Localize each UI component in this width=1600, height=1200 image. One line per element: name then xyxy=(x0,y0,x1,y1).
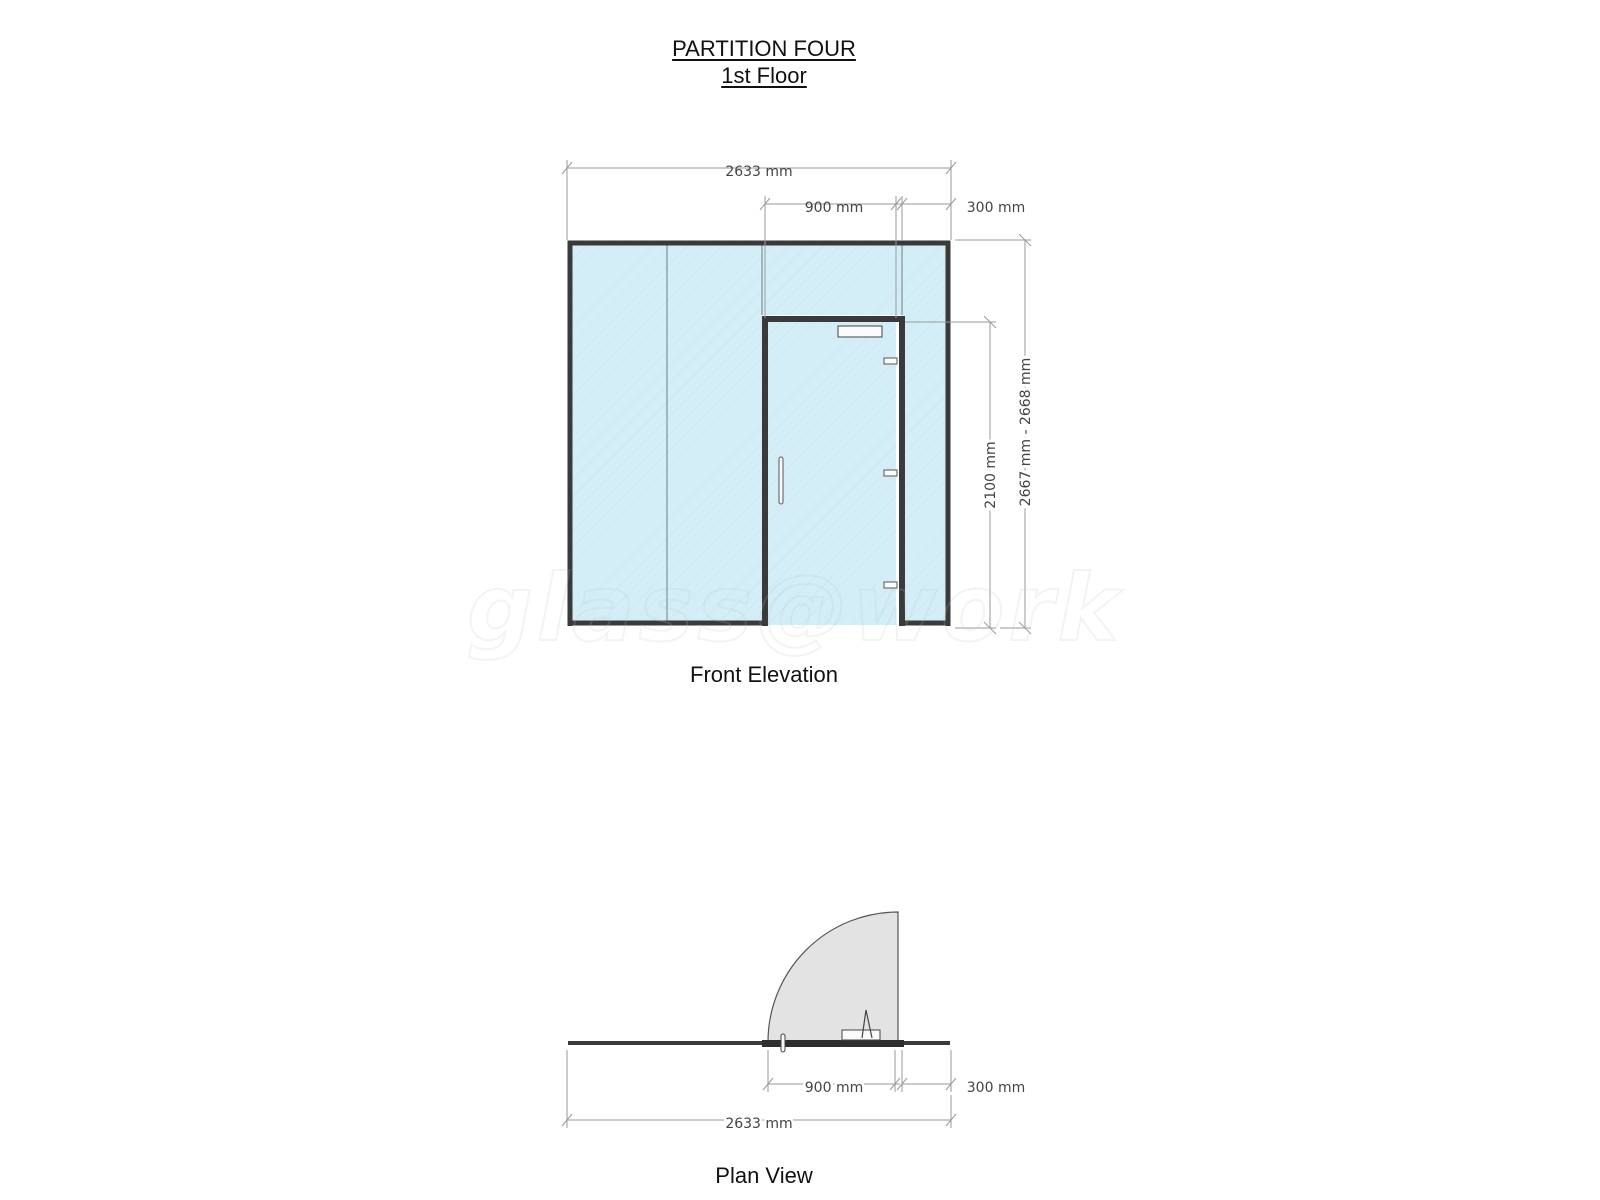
door-closer xyxy=(838,326,882,337)
plan-dimension-side-panel xyxy=(897,1050,956,1092)
glass-panel-transom xyxy=(762,243,902,315)
hinge xyxy=(884,358,897,364)
hinge xyxy=(884,470,897,476)
dim-label-door-height: 2100 mm xyxy=(983,441,999,509)
dimension-side-panel xyxy=(897,196,956,240)
watermark-text: glass@work xyxy=(467,555,1123,662)
dim-label-side-panel: 300 mm xyxy=(966,200,1026,216)
plan-view xyxy=(562,912,1025,1132)
dim-label-door-width: 900 mm xyxy=(804,200,864,216)
plan-caption: Plan View xyxy=(715,1163,813,1188)
elevation-caption: Front Elevation xyxy=(690,662,838,687)
watermark xyxy=(467,555,1124,662)
drawing-title: PARTITION FOUR xyxy=(672,36,856,61)
plan-dim-label-overall-width: 2633 mm xyxy=(725,1116,793,1132)
dim-label-overall-height: 2667 mm - 2668 mm xyxy=(1018,357,1034,507)
plan-dim-label-side-panel: 300 mm xyxy=(966,1080,1026,1096)
drawing-subtitle: 1st Floor xyxy=(721,63,807,88)
dim-label-overall-width: 2633 mm xyxy=(725,164,793,180)
door-handle xyxy=(779,457,783,504)
plan-dim-label-door-width: 900 mm xyxy=(804,1080,864,1096)
door-swing-arc xyxy=(768,912,898,1042)
plan-door-closer xyxy=(842,1030,880,1040)
plan-door-handle xyxy=(781,1034,785,1052)
